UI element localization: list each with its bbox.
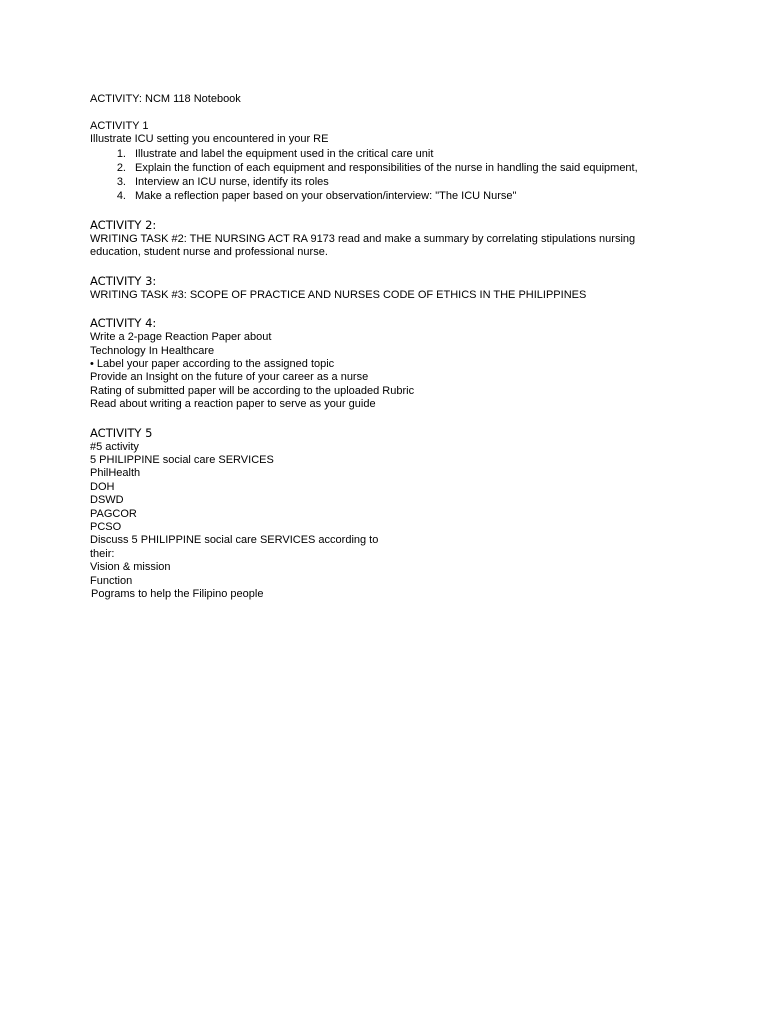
list-item xyxy=(90,147,730,161)
activity-4-heading: ACTIVITY 4: xyxy=(90,316,157,331)
activity-2-section xyxy=(90,217,730,260)
list-item: #5 activity xyxy=(90,440,139,453)
list-item: Read about writing a reaction paper to serve as your guide xyxy=(90,398,376,411)
list-item: Function xyxy=(90,574,133,587)
list-item-text: Interview an ICU nurse, identify its roles xyxy=(135,176,329,189)
document-title: ACTIVITY: NCM 118 Notebook xyxy=(90,93,241,105)
list-item: Provide an Insight on the future of your career as a nurse xyxy=(90,371,369,384)
activity-5-section xyxy=(90,425,730,602)
list-item xyxy=(90,175,730,189)
activity-1-intro: Illustrate ICU setting you encountered in your RE xyxy=(90,133,329,145)
list-item-number: 1. xyxy=(116,147,126,160)
activity-1-heading: ACTIVITY 1 xyxy=(90,119,149,132)
activity-1-section xyxy=(90,120,730,204)
list-item xyxy=(90,189,730,203)
list-item: PhilHealth xyxy=(90,467,141,480)
document-page xyxy=(90,93,730,615)
list-item: Discuss 5 PHILIPPINE social care SERVICES according to xyxy=(90,534,379,547)
list-item: PCSO xyxy=(90,521,122,534)
list-item: • Label your paper according to the assigned topic xyxy=(90,358,335,370)
list-item-number: 3. xyxy=(116,176,126,189)
activity-3-body: WRITING TASK #3: SCOPE OF PRACTICE AND NURSES CODE OF ETHICS IN THE PHILIPPINES xyxy=(90,288,587,301)
list-item: PAGCOR xyxy=(90,507,137,520)
activity-1-list xyxy=(90,147,730,204)
activity-5-lines xyxy=(90,441,730,602)
activity-3-heading: ACTIVITY 3: xyxy=(90,273,157,288)
list-item-text: Explain the function of each equipment and responsibilities of the nurse in handling the said equipment, xyxy=(135,161,638,174)
list-item-text: Make a reflection paper based on your observation/interview: "The ICU Nurse" xyxy=(135,190,517,203)
list-item-number: 2. xyxy=(116,161,126,174)
list-item: Write a 2-page Reaction Paper about xyxy=(90,331,272,344)
list-item: DOH xyxy=(90,480,115,493)
activity-2-body: WRITING TASK #2: THE NURSING ACT RA 9173 read and make a summary by correlating stipulations nursing education, student nurse and professional nurse. xyxy=(90,232,636,259)
list-item: Pograms to help the Filipino people xyxy=(91,588,264,601)
list-item-number: 4. xyxy=(116,190,126,203)
activity-3-section xyxy=(90,273,730,303)
activity-2-heading: ACTIVITY 2: xyxy=(90,217,157,232)
activity-4-lines xyxy=(90,331,730,411)
list-item xyxy=(90,161,730,175)
list-item: Technology In Healthcare xyxy=(90,344,215,357)
list-item: Vision & mission xyxy=(90,561,171,574)
activity-5-heading: ACTIVITY 5 xyxy=(90,425,153,440)
list-item-text: Illustrate and label the equipment used in the critical care unit xyxy=(135,147,434,160)
list-item: Rating of submitted paper will be according to the uploaded Rubric xyxy=(90,384,415,397)
list-item: their: xyxy=(90,547,115,560)
activity-4-section xyxy=(90,315,730,411)
list-item: DSWD xyxy=(90,494,124,507)
list-item: 5 PHILIPPINE social care SERVICES xyxy=(90,454,274,467)
